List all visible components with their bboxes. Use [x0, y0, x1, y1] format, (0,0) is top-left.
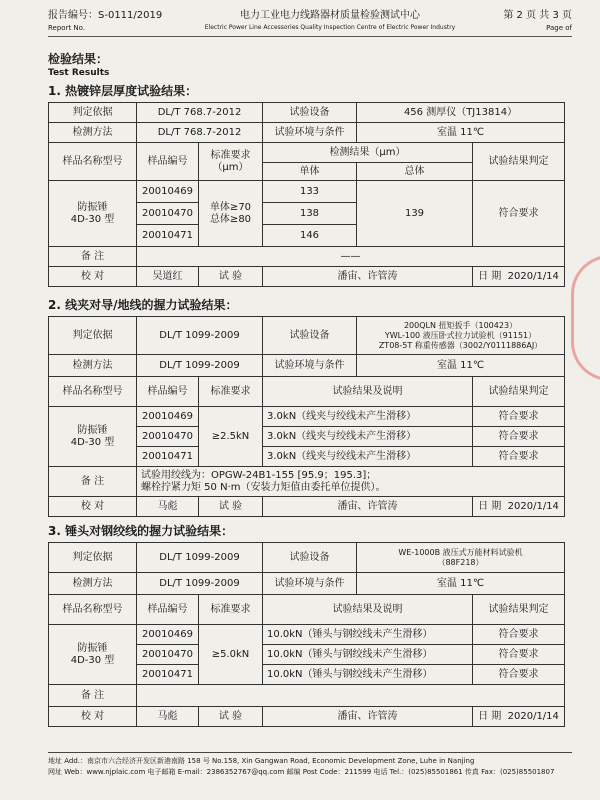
- env-value: 室温 11℃: [357, 573, 565, 595]
- method-label: 检测方法: [49, 123, 137, 143]
- basis-value: DL/T 1099-2009: [137, 317, 263, 355]
- equip-label: 试验设备: [263, 543, 357, 573]
- sample-no: 20010469: [137, 407, 199, 427]
- equip-label: 试验设备: [263, 103, 357, 123]
- sample-no: 20010471: [137, 447, 199, 467]
- total-label: 总体: [357, 163, 473, 181]
- result-value: 3.0kN（线夹与绞线未产生滑移）: [263, 447, 473, 467]
- verdict-label: 试验结果判定: [473, 143, 565, 181]
- tester: 潘宙、许管涛: [263, 707, 473, 727]
- checker: 马彪: [137, 707, 199, 727]
- results-title-en: Test Results: [48, 68, 110, 78]
- standard-label: 标准要求: [199, 377, 263, 407]
- sample-name-label: 样品名称型号: [49, 595, 137, 625]
- verdict-label: 试验结果判定: [473, 377, 565, 407]
- checker: 吴道红: [137, 267, 199, 287]
- sample-no: 20010470: [137, 427, 199, 447]
- standard-value: 单体≥70 总体≥80: [199, 181, 263, 247]
- total-value: 139: [357, 181, 473, 247]
- result-label: 试验结果及说明: [263, 595, 473, 625]
- section-3-title: 3. 锤头对钢绞线的握力试验结果：: [48, 524, 234, 538]
- sample-no: 20010471: [137, 225, 199, 247]
- remark-label: 备 注: [49, 247, 137, 267]
- sample-no: 20010470: [137, 203, 199, 225]
- remark-label: 备 注: [49, 685, 137, 707]
- verdict: 符合要求: [473, 625, 565, 645]
- sample-name-label: 样品名称型号: [49, 377, 137, 407]
- remark-value: ——: [137, 247, 565, 267]
- red-stamp-icon: [571, 255, 600, 381]
- sample-name: 防振锤 4D-30 型: [49, 407, 137, 467]
- standard-value: ≥2.5kN: [199, 407, 263, 467]
- method-value: DL/T 1099-2009: [137, 573, 263, 595]
- page-indicator: [472, 10, 572, 34]
- tester: 潘宙、许管涛: [263, 497, 473, 517]
- tester-label: 试 验: [199, 707, 263, 727]
- verdict-label: 试验结果判定: [473, 595, 565, 625]
- remark-value: [137, 685, 565, 707]
- sample-no: 20010469: [137, 181, 199, 203]
- method-value: DL/T 768.7-2012: [137, 123, 263, 143]
- verdict: 符合要求: [473, 407, 565, 427]
- date-value: 2020/1/14: [507, 270, 559, 282]
- section-2-table: [48, 316, 565, 517]
- env-value: 室温 11℃: [357, 123, 565, 143]
- footer-contact: 网址 Web：www.njplaic.com 电子邮箱 E-mail：2386352767@qq.com 邮编 Post Code：211599 电话 Tel.：(025)85501861 传真 Fax：(025)85501807: [48, 768, 555, 776]
- basis-label: 判定依据: [49, 543, 137, 573]
- checker-label: 校 对: [49, 707, 137, 727]
- result-value: 3.0kN（线夹与绞线未产生滑移）: [263, 407, 473, 427]
- equip-line: YWL-100 液压卧式拉力试验机（91151）: [384, 330, 537, 340]
- page-header: [48, 10, 572, 37]
- result-label: 检测结果（μm）: [263, 143, 473, 163]
- sample-no-label: 样品编号: [137, 377, 199, 407]
- equip-value: [357, 543, 565, 573]
- sample-no: 20010470: [137, 645, 199, 665]
- env-label: 试验环境与条件: [263, 355, 357, 377]
- verdict: 符合要求: [473, 427, 565, 447]
- method-value: DL/T 1099-2009: [137, 355, 263, 377]
- env-value: 室温 11℃: [357, 355, 565, 377]
- sample-name: 防振锤 4D-30 型: [49, 625, 137, 685]
- remark-label: 备 注: [49, 467, 137, 497]
- sample-no: 20010469: [137, 625, 199, 645]
- sample-no: 20010471: [137, 665, 199, 685]
- method-label: 检测方法: [49, 355, 137, 377]
- sample-no-label: 样品编号: [137, 143, 199, 181]
- standard-value: ≥5.0kN: [199, 625, 263, 685]
- env-label: 试验环境与条件: [263, 573, 357, 595]
- single-value: 146: [263, 225, 357, 247]
- checker-label: 校 对: [49, 267, 137, 287]
- equip-line: WE-1000B 液压式万能材料试验机: [398, 547, 523, 557]
- center-name-cn: 电力工业电力线路器材质量检验测试中心: [240, 10, 420, 21]
- section-1-title: 1. 热镀锌层厚度试验结果：: [48, 84, 198, 98]
- verdict: 符合要求: [473, 665, 565, 685]
- single-label: 单体: [263, 163, 357, 181]
- sample-name: 防振锤 4D-30 型: [49, 181, 137, 247]
- date-value: 2020/1/14: [507, 710, 559, 722]
- equip-line: 200QLN 扭矩扳手（100423）: [403, 320, 518, 330]
- remark-line: 螺栓拧紧力矩 50 N·m（安装力矩值由委托单位提供）。: [141, 481, 386, 493]
- page-indicator-en: Page of: [546, 24, 572, 32]
- page-footer: [48, 752, 572, 778]
- remark-value: [137, 467, 565, 497]
- date: [473, 497, 565, 517]
- result-label: 试验结果及说明: [263, 377, 473, 407]
- results-title-cn: 检验结果：: [48, 52, 109, 66]
- equip-value: [357, 317, 565, 355]
- basis-value: DL/T 1099-2009: [137, 543, 263, 573]
- date: [473, 707, 565, 727]
- result-value: 10.0kN（锤头与钢绞线未产生滑移）: [263, 645, 473, 665]
- results-title: [48, 52, 109, 80]
- equip-label: 试验设备: [263, 317, 357, 355]
- equip-line: （88F218）: [437, 557, 484, 567]
- basis-label: 判定依据: [49, 317, 137, 355]
- verdict: 符合要求: [473, 181, 565, 247]
- date: [473, 267, 565, 287]
- page-indicator-cn: 第 2 页 共 3 页: [503, 10, 572, 21]
- date-label: 日 期: [478, 710, 502, 722]
- section-3-table: [48, 542, 565, 727]
- tester-label: 试 验: [199, 267, 263, 287]
- standard-label: 标准要求（μm）: [199, 143, 263, 181]
- env-label: 试验环境与条件: [263, 123, 357, 143]
- report-number-en: Report No.: [48, 24, 86, 32]
- basis-value: DL/T 768.7-2012: [137, 103, 263, 123]
- result-value: 10.0kN（锤头与钢绞线未产生滑移）: [263, 665, 473, 685]
- sample-no-label: 样品编号: [137, 595, 199, 625]
- method-label: 检测方法: [49, 573, 137, 595]
- single-value: 133: [263, 181, 357, 203]
- section-1-table: [48, 102, 565, 287]
- center-name-en: Electric Power Line Accessories Quality Inspection Centre of Electric Power Industry: [204, 24, 456, 31]
- tester: 潘宙、许管涛: [263, 267, 473, 287]
- single-value: 138: [263, 203, 357, 225]
- checker-label: 校 对: [49, 497, 137, 517]
- remark-line: 试验用绞线为：OPGW-24B1-155 [95.9；195.3]；: [141, 469, 377, 481]
- verdict: 符合要求: [473, 645, 565, 665]
- footer-address: 地址 Add.：南京市六合经济开发区新港南路 158 号 No.158, Xin Gangwan Road, Economic Development Zone, Luhe in Nanjing: [48, 757, 475, 765]
- equip-line: ZT08-5T 称重传感器（3002/Y0111886AJ）: [378, 340, 543, 350]
- center-name: [198, 10, 462, 34]
- report-number-cn: 报告编号：S-0111/2019: [48, 10, 163, 21]
- verdict: 符合要求: [473, 447, 565, 467]
- date-label: 日 期: [478, 270, 502, 282]
- standard-label: 标准要求: [199, 595, 263, 625]
- tester-label: 试 验: [199, 497, 263, 517]
- date-value: 2020/1/14: [507, 500, 559, 512]
- equip-value: 456 测厚仪（TJ13814）: [357, 103, 565, 123]
- section-2-title: 2. 线夹对导/地线的握力试验结果：: [48, 298, 238, 312]
- report-number: [48, 10, 162, 34]
- result-value: 10.0kN（锤头与钢绞线未产生滑移）: [263, 625, 473, 645]
- sample-name-label: 样品名称型号: [49, 143, 137, 181]
- date-label: 日 期: [478, 500, 502, 512]
- result-value: 3.0kN（线夹与绞线未产生滑移）: [263, 427, 473, 447]
- basis-label: 判定依据: [49, 103, 137, 123]
- checker: 马彪: [137, 497, 199, 517]
